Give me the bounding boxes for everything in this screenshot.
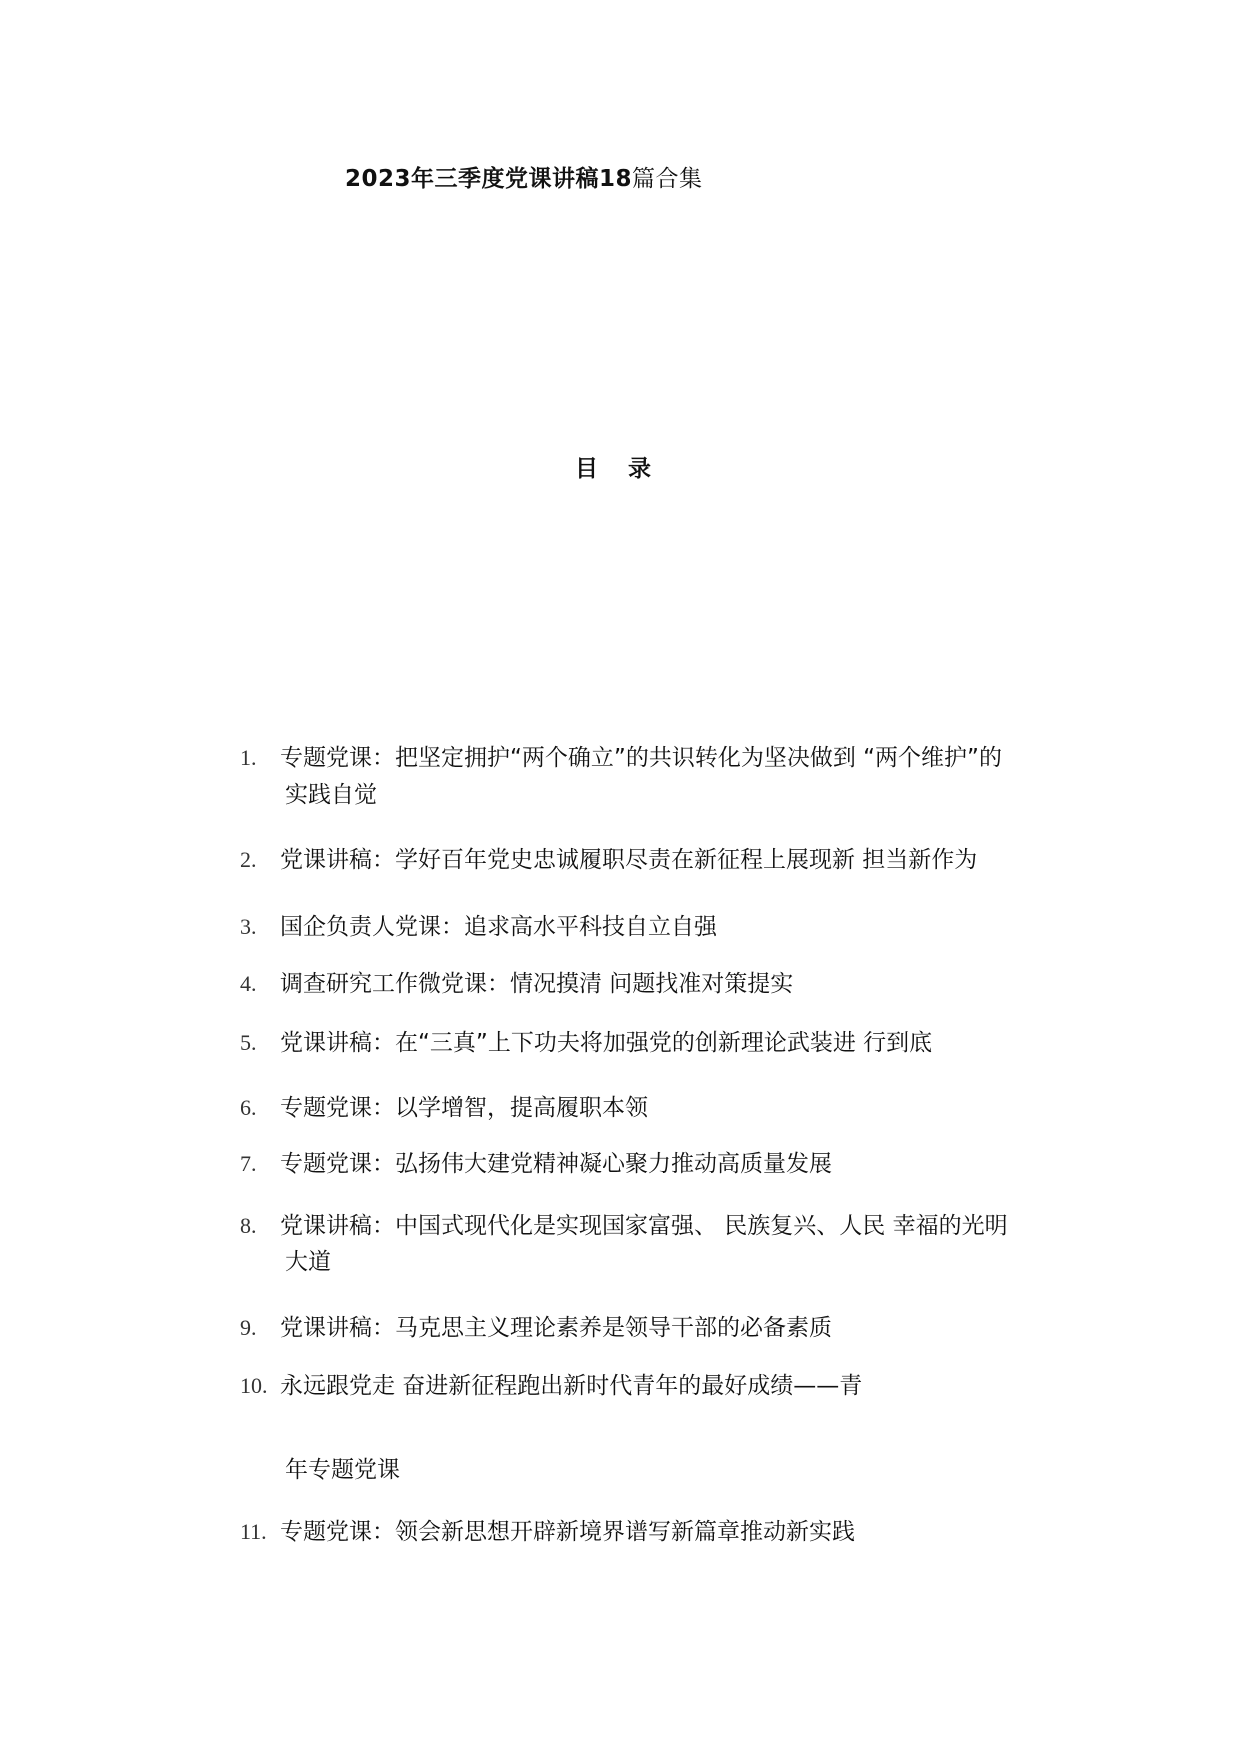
toc-item-4[interactable] — [240, 966, 1040, 1002]
toc-item-9[interactable] — [240, 1310, 1040, 1346]
toc-item-title: 调查研究工作微党课：情况摸清 问题找准对策提实 — [280, 971, 794, 997]
toc-item-number: 7. — [240, 1151, 257, 1176]
document-title-main: 2023年三季度党课讲稿18 — [345, 166, 633, 192]
toc-item-number: 11. — [240, 1519, 267, 1544]
toc-heading — [575, 450, 651, 483]
toc-heading-right: 录 — [628, 456, 651, 482]
toc-item-title: 党课讲稿：马克思主义理论素养是领导干部的必备素质 — [280, 1315, 832, 1341]
toc-item-6[interactable] — [240, 1090, 1040, 1126]
toc-item-number: 1. — [240, 745, 257, 770]
toc-item-number: 10. — [240, 1373, 268, 1398]
toc-item-title: 党课讲稿：中国式现代化是实现国家富强、 民族复兴、人民 幸福的光明 — [280, 1213, 1008, 1239]
toc-item-number: 9. — [240, 1315, 257, 1340]
toc-item-3[interactable] — [240, 909, 1040, 945]
document-title-suffix: 篇合集 — [632, 166, 703, 192]
toc-item-title: 国企负责人党课：追求高水平科技自立自强 — [280, 914, 717, 940]
toc-heading-left: 目 — [575, 456, 598, 482]
toc-item-number: 5. — [240, 1030, 257, 1055]
toc-item-10-continuation: 年专题党课 — [285, 1457, 400, 1483]
toc-item-5[interactable] — [240, 1025, 1040, 1061]
toc-item-number: 3. — [240, 914, 257, 939]
toc-item-title: 党课讲稿：学好百年党史忠诚履职尽责在新征程上展现新 担当新作为 — [280, 847, 978, 873]
document-title — [345, 160, 703, 193]
toc-item-title: 永远跟党走 奋进新征程跑出新时代青年的最好成绩——青 — [280, 1373, 863, 1399]
toc-item-10[interactable] — [240, 1368, 1040, 1404]
toc-item-number: 8. — [240, 1213, 257, 1238]
toc-item-11[interactable] — [240, 1514, 1040, 1550]
toc-item-title: 党课讲稿：在“三真”上下功夫将加强党的创新理论武装进 行到底 — [280, 1030, 933, 1056]
toc-item-title: 专题党课：弘扬伟大建党精神凝心聚力推动高质量发展 — [280, 1151, 832, 1177]
toc-item-title: 专题党课：把坚定拥护“两个确立”的共识转化为坚决做到 “两个维护”的 — [280, 745, 1002, 771]
toc-item-title: 专题党课：以学增智，提高履职本领 — [280, 1095, 648, 1121]
toc-item-number: 6. — [240, 1095, 257, 1120]
toc-item-title: 专题党课：领会新思想开辟新境界谱写新篇章推动新实践 — [280, 1519, 855, 1545]
toc-item-7[interactable] — [240, 1146, 1040, 1182]
toc-item-8-continuation: 大道 — [285, 1249, 331, 1275]
toc-item-1-continuation: 实践自觉 — [285, 782, 377, 808]
toc-item-number: 2. — [240, 847, 257, 872]
toc-item-1[interactable] — [240, 740, 1040, 776]
toc-item-8[interactable] — [240, 1208, 1040, 1244]
toc-item-number: 4. — [240, 971, 257, 996]
toc-item-2[interactable] — [240, 842, 1040, 878]
